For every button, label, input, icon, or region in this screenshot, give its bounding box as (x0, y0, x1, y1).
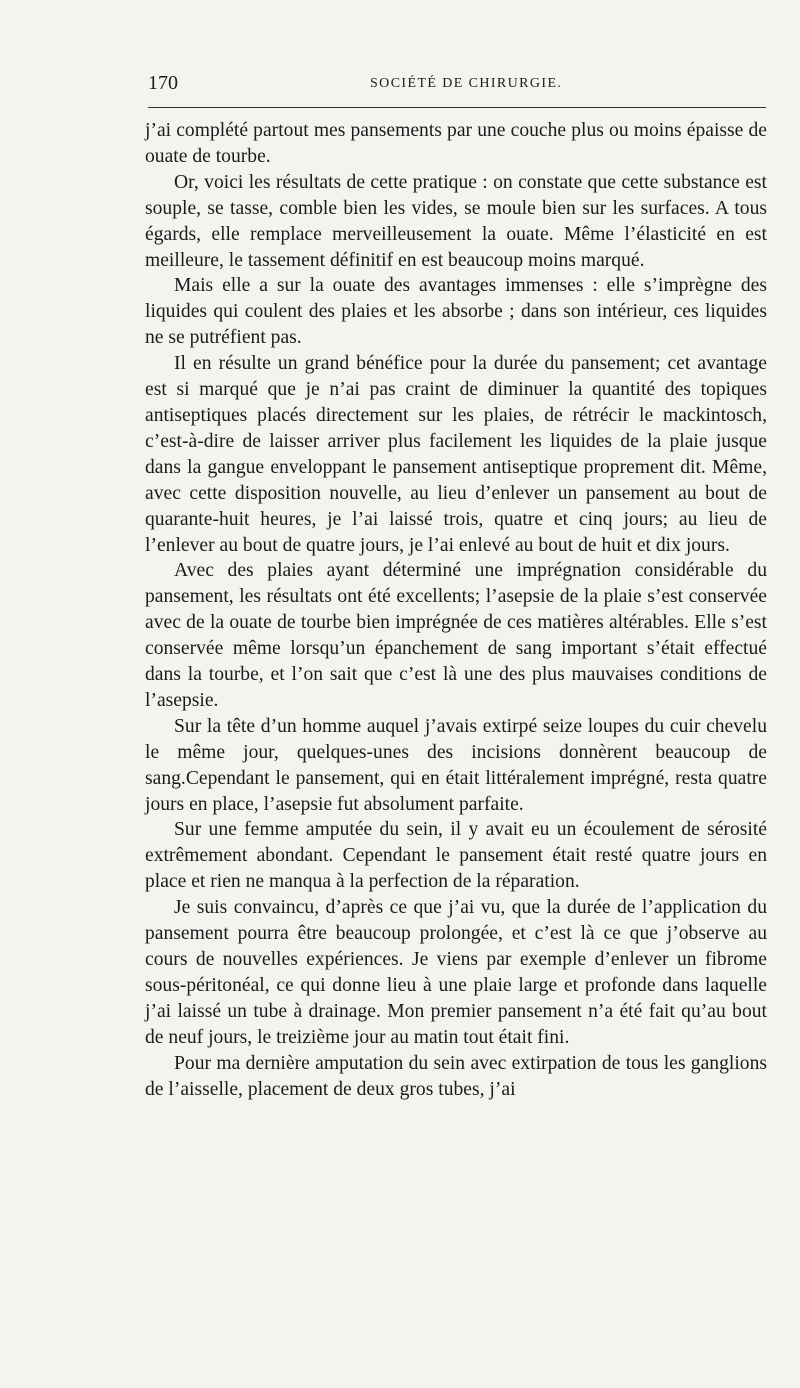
paragraph-7: Sur une femme amputée du sein, il y avait eu un écoulement de sérosité extrêmement abondant. Cependant le pansement était resté quatre jours en place et rien ne manqua à la perfection de la réparation. (145, 819, 767, 893)
paragraph-5: Avec des plaies ayant déterminé une imprégnation considérable du pansement, les résultats ont été excellents; l’asepsie de la plaie s’est conservée avec de la ouate de tourbe bien imprégnée de ces matières altérables. Elle s’est conservée même lorsqu’un épanchement de sang important s’était effectué dans la tourbe, et l’on sait que c’est là une des plus mauvaises conditions de l’asepsie. (145, 560, 767, 711)
page-header (148, 72, 768, 102)
page-number: 170 (148, 72, 178, 94)
running-title: SOCIÉTÉ DE CHIRURGIE. (370, 76, 563, 91)
paragraph-9: Pour ma dernière amputation du sein avec extirpation de tous les ganglions de l’aisselle, placement de deux gros tubes, j’ai (145, 1052, 767, 1100)
paragraph-2: Or, voici les résultats de cette pratique : on constate que cette substance est souple, se tasse, comble bien les vides, se moule bien sur les surfaces. A tous égards, elle remplace merveilleusement la ouate. Même l’élasticité en est meilleure, le tassement définitif en est beaucoup moins marqué. (145, 171, 767, 271)
header-rule (148, 107, 766, 108)
paragraph-8: Je suis convaincu, d’après ce que j’ai vu, que la durée de l’application du pansement pourra être beaucoup prolongée, et c’est là ce que j’observe au cours de nouvelles expériences. Je viens par exemple d’enlever un fibrome sous-péritonéal, ce qui donne lieu à une plaie large et profonde dans laquelle j’ai laissé un tube à drainage. Mon premier pansement n’a été fait qu’au bout de neuf jours, le treizième jour au matin tout était fini. (145, 897, 767, 1048)
paragraph-1: j’ai complété partout mes pansements par une couche plus ou moins épaisse de ouate de tourbe. (145, 120, 767, 167)
paragraph-6: Sur la tête d’un homme auquel j’avais extirpé seize loupes du cuir chevelu le même jour, quelques-unes des incisions donnèrent beaucoup de sang.Cependant le pansement, qui en était littéralement imprégné, resta quatre jours en place, l’asepsie fut absolument parfaite. (145, 715, 767, 815)
paragraph-3: Mais elle a sur la ouate des avantages immenses : elle s’imprègne des liquides qui coulent des plaies et les absorbe ; dans son intérieur, ces liquides ne se putréfient pas. (145, 275, 767, 349)
paragraph-4: Il en résulte un grand bénéfice pour la durée du pansement; cet avantage est si marqué que je n’ai pas craint de diminuer la quantité des topiques antiseptiques placés directement sur les plaies, de rétrécir le mackintosch, c’est-à-dire de laisser arriver plus facilement les liquides de la plaie jusque dans la gangue enveloppant le pansement antiseptique proprement dit. Même, avec cette disposition nouvelle, au lieu d’enlever un pansement au bout de quarante-huit heures, je l’ai laissé trois, quatre et cinq jours; au lieu de l’enlever au bout de quatre jours, je l’ai enlevé au bout de huit et dix jours. (145, 353, 767, 556)
body-text (145, 118, 767, 1102)
